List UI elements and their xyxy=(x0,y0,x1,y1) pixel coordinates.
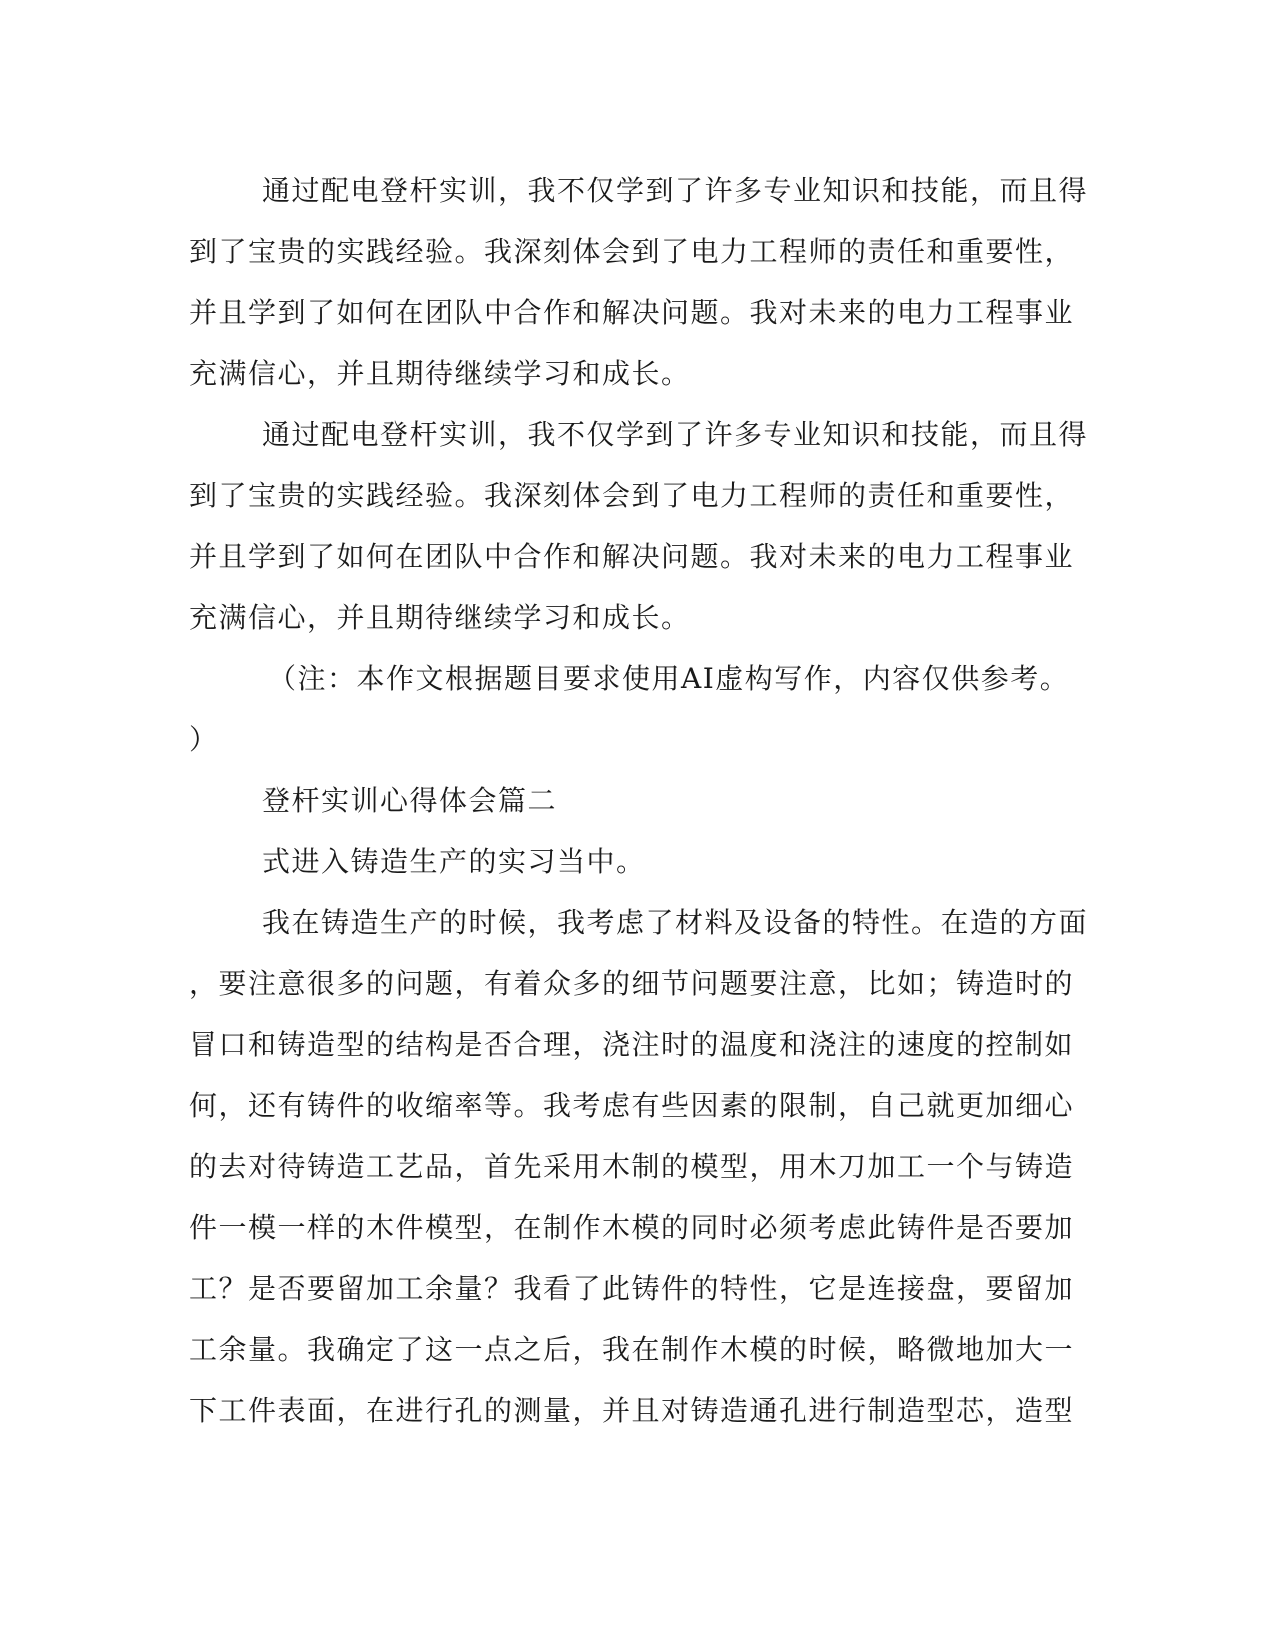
text-line: 充满信心，并且期待继续学习和成长。 xyxy=(189,601,691,634)
note-line: ） xyxy=(189,723,219,756)
text-line: 工？是否要留加工余量？我看了此铸件的特性，它是连接盘，要留加 xyxy=(189,1272,1075,1305)
text-line: 充满信心，并且期待继续学习和成长。 xyxy=(189,357,691,390)
text-line: 冒口和铸造型的结构是否合理，浇注时的温度和浇注的速度的控制如 xyxy=(189,1028,1075,1061)
text-line: 到了宝贵的实践经验。我深刻体会到了电力工程师的责任和重要性， xyxy=(189,479,1075,512)
text-line: 下工件表面，在进行孔的测量，并且对铸造通孔进行制造型芯，造型 xyxy=(189,1394,1075,1427)
text-line: 通过配电登杆实训，我不仅学到了许多专业知识和技能，而且得 xyxy=(262,174,1089,207)
text-line: ，要注意很多的问题，有着众多的细节问题要注意，比如；铸造时的 xyxy=(189,967,1075,1000)
document-body xyxy=(189,160,1089,1441)
text-line: 到了宝贵的实践经验。我深刻体会到了电力工程师的责任和重要性， xyxy=(189,235,1075,268)
text-line: 我在铸造生产的时候，我考虑了材料及设备的特性。在造的方面 xyxy=(262,906,1089,939)
text-line: 式进入铸造生产的实习当中。 xyxy=(262,845,646,878)
text-line: 通过配电登杆实训，我不仅学到了许多专业知识和技能，而且得 xyxy=(262,418,1089,451)
text-line: 何，还有铸件的收缩率等。我考虑有些因素的限制，自己就更加细心 xyxy=(189,1089,1075,1122)
text-line: 件一模一样的木件模型，在制作木模的同时必须考虑此铸件是否要加 xyxy=(189,1211,1075,1244)
section-heading: 登杆实训心得体会篇二 xyxy=(262,784,558,817)
text-line: 并且学到了如何在团队中合作和解决问题。我对未来的电力工程事业 xyxy=(189,296,1075,329)
text-line: 的去对待铸造工艺品，首先采用木制的模型，用木刀加工一个与铸造 xyxy=(189,1150,1075,1183)
text-line: 并且学到了如何在团队中合作和解决问题。我对未来的电力工程事业 xyxy=(189,540,1075,573)
note-line: （注：本作文根据题目要求使用AI虚构写作，内容仅供参考。 xyxy=(268,662,1070,695)
text-line: 工余量。我确定了这一点之后，我在制作木模的时候，略微地加大一 xyxy=(189,1333,1075,1366)
